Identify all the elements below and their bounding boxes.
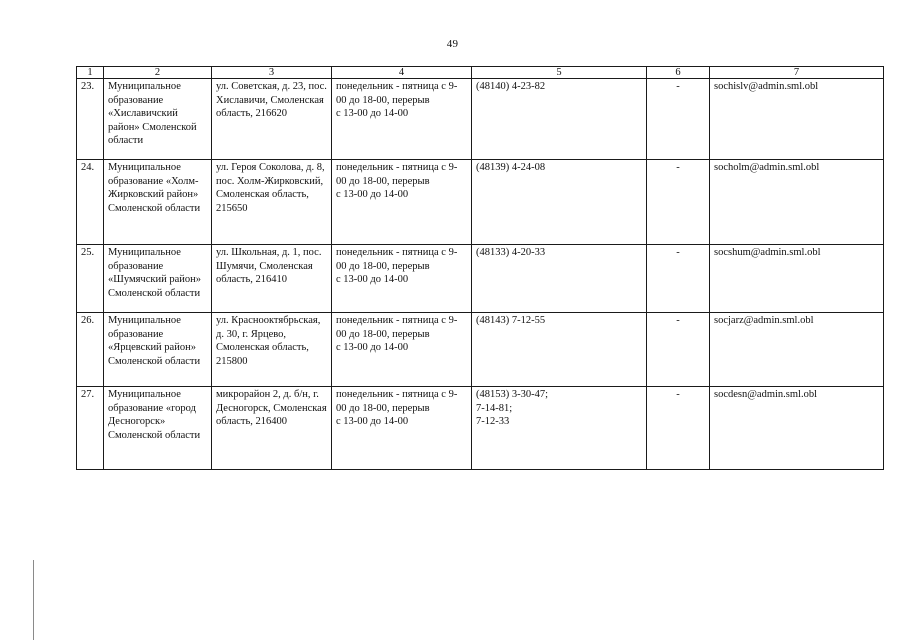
email: sochislv@admin.sml.obl xyxy=(710,79,884,160)
table-row xyxy=(77,387,884,470)
work-schedule: понедельник - пятница с 9-00 до 18-00, перерыв с 13-00 до 14-00 xyxy=(332,79,472,160)
table-row xyxy=(77,79,884,160)
municipality-name: Муниципальное образование «Хиславичский район» Смоленской области xyxy=(104,79,212,160)
work-schedule: понедельник - пятница с 9-00 до 18-00, перерыв с 13-00 до 14-00 xyxy=(332,313,472,387)
municipality-name: Муниципальное образование «Холм-Жирковский район» Смоленской области xyxy=(104,160,212,245)
municipality-name: Муниципальное образование «город Десногорск» Смоленской области xyxy=(104,387,212,470)
phone: (48153) 3-30-47; 7-14-81; 7-12-33 xyxy=(472,387,647,470)
column-6-value: - xyxy=(647,160,710,245)
column-header: 7 xyxy=(710,67,884,79)
phone: (48140) 4-23-82 xyxy=(472,79,647,160)
email: socshum@admin.sml.obl xyxy=(710,245,884,313)
address: ул. Героя Соколова, д. 8, пос. Холм-Жирковский, Смоленская область, 215650 xyxy=(212,160,332,245)
row-number: 24. xyxy=(77,160,104,245)
row-number: 25. xyxy=(77,245,104,313)
column-header: 1 xyxy=(77,67,104,79)
column-6-value: - xyxy=(647,245,710,313)
work-schedule: понедельник - пятница с 9-00 до 18-00, перерыв с 13-00 до 14-00 xyxy=(332,387,472,470)
column-6-value: - xyxy=(647,79,710,160)
email: socholm@admin.sml.obl xyxy=(710,160,884,245)
table-row xyxy=(77,160,884,245)
table-row xyxy=(77,245,884,313)
column-6-value: - xyxy=(647,387,710,470)
page-number: 49 xyxy=(446,38,459,50)
column-header: 3 xyxy=(212,67,332,79)
work-schedule: понедельник - пятница с 9-00 до 18-00, перерыв с 13-00 до 14-00 xyxy=(332,160,472,245)
row-number: 26. xyxy=(77,313,104,387)
table-row xyxy=(77,313,884,387)
address: ул. Краснооктябрьская, д. 30, г. Ярцево, Смоленская область, 215800 xyxy=(212,313,332,387)
address: ул. Школьная, д. 1, пос. Шумячи, Смоленская область, 216410 xyxy=(212,245,332,313)
work-schedule: понедельник - пятница с 9-00 до 18-00, перерыв с 13-00 до 14-00 xyxy=(332,245,472,313)
email: socdesn@admin.sml.obl xyxy=(710,387,884,470)
institutions-table xyxy=(76,66,884,470)
row-number: 23. xyxy=(77,79,104,160)
column-6-value: - xyxy=(647,313,710,387)
email: socjarz@admin.sml.obl xyxy=(710,313,884,387)
phone: (48133) 4-20-33 xyxy=(472,245,647,313)
column-header: 2 xyxy=(104,67,212,79)
row-number: 27. xyxy=(77,387,104,470)
municipality-name: Муниципальное образование «Шумячский район» Смоленской области xyxy=(104,245,212,313)
phone: (48139) 4-24-08 xyxy=(472,160,647,245)
column-header: 5 xyxy=(472,67,647,79)
address: ул. Советская, д. 23, пос. Хиславичи, Смоленская область, 216620 xyxy=(212,79,332,160)
phone: (48143) 7-12-55 xyxy=(472,313,647,387)
municipality-name: Муниципальное образование «Ярцевский район» Смоленской области xyxy=(104,313,212,387)
margin-line xyxy=(33,560,34,640)
column-header: 4 xyxy=(332,67,472,79)
address: микрорайон 2, д. б/н, г. Десногорск, Смоленская область, 216400 xyxy=(212,387,332,470)
header-row xyxy=(77,67,884,79)
column-header: 6 xyxy=(647,67,710,79)
